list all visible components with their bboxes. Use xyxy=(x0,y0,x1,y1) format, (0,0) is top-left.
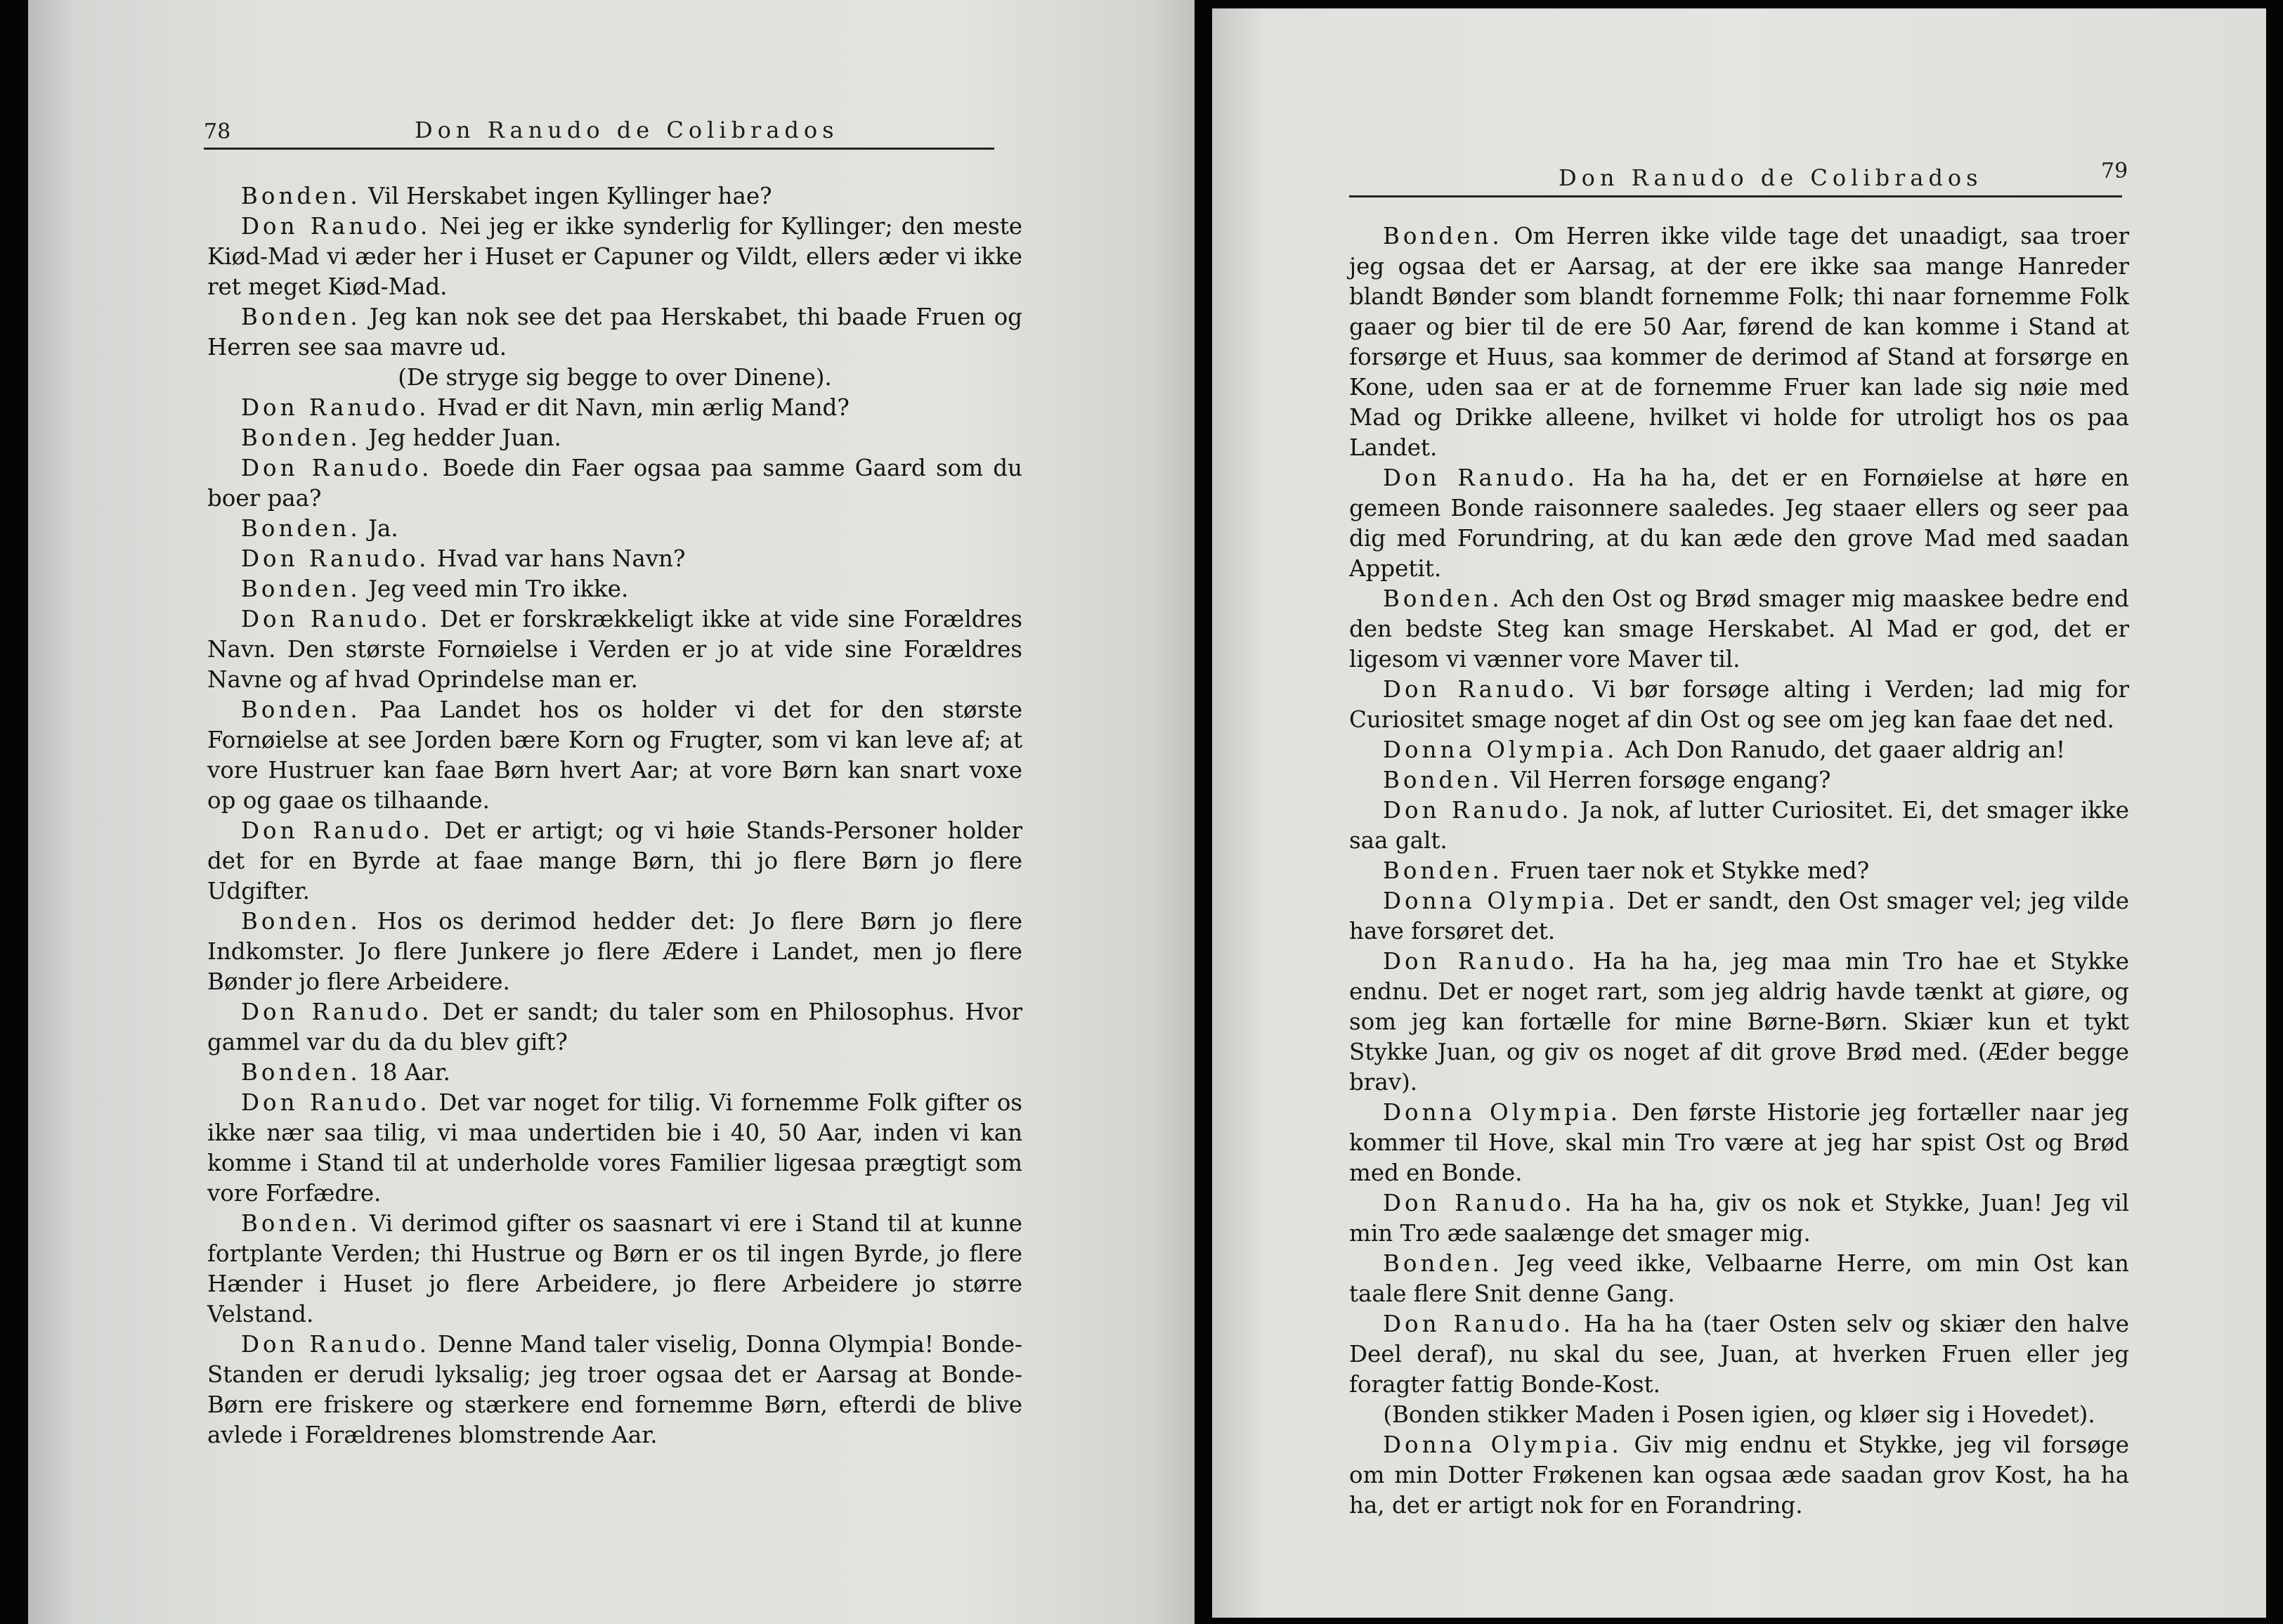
dialogue-paragraph xyxy=(207,423,1022,453)
speaker-name: Don Ranudo. xyxy=(1383,948,1579,975)
dialogue-paragraph xyxy=(1349,735,2129,765)
speaker-name: Don Ranudo. xyxy=(1383,1311,1574,1337)
dialogue-text: Jeg kan nok see det paa Herskabet, thi baade Fruen og Herren see saa mavre ud. xyxy=(207,304,1022,360)
speaker-name: Bonden. xyxy=(241,424,361,451)
header-rule xyxy=(1349,195,2122,197)
dialogue-text: Ja. xyxy=(360,515,398,542)
speaker-name: Donna Olympia. xyxy=(1383,1431,1622,1458)
dialogue-text: Nei jeg er ikke synderlig for Kyllinger; den meste Kiød-Mad vi æder her i Huset er Capuner og Vildt, ellers æder vi ikke ret meget Kiød-Mad. xyxy=(207,213,1022,300)
speaker-name: Bonden. xyxy=(1383,1250,1503,1277)
dialogue-text: Det er sandt; du taler som en Philosophus. Hvor gammel var du da du blev gift? xyxy=(207,999,1022,1055)
dialogue-paragraph xyxy=(1349,1098,2129,1188)
speaker-name: Bonden. xyxy=(241,1059,361,1086)
speaker-name: Bonden. xyxy=(241,183,361,209)
running-head: Don Ranudo de Colibrados xyxy=(415,117,839,143)
dialogue-paragraph xyxy=(1349,947,2129,1098)
dialogue-text: Boede din Faer ogsaa paa samme Gaard som du boer paa? xyxy=(207,455,1022,512)
dialogue-text: Det er sandt, den Ost smager vel; jeg vilde have forsøret det. xyxy=(1349,888,2129,944)
dialogue-paragraph xyxy=(207,604,1022,695)
dialogue-paragraph xyxy=(207,544,1022,574)
speaker-name: Don Ranudo. xyxy=(241,213,431,240)
dialogue-text: Hvad er dit Navn, min ærlig Mand? xyxy=(429,394,850,421)
speaker-name: Don Ranudo. xyxy=(241,455,433,481)
speaker-name: Don Ranudo. xyxy=(241,1089,431,1116)
speaker-name: Don Ranudo. xyxy=(241,545,430,572)
dialogue-paragraph xyxy=(1349,463,2129,584)
dialogue-text: Den første Historie jeg fortæller naar jeg kommer til Hove, skal min Tro være at jeg har spist Ost og Brød med en Bonde. xyxy=(1349,1099,2129,1186)
dialogue-paragraph xyxy=(1349,1188,2129,1249)
dialogue-text: Vi derimod gifter os saasnart vi ere i Stand til at kunne fortplante Verden; thi Hustrue og Børn er os til ingen Byrde, jo flere Hænder i Huset jo flere Arbeidere, jo flere Arbeidere jo større Velstand. xyxy=(207,1210,1022,1327)
speaker-name: Bonden. xyxy=(1383,223,1503,249)
dialogue-paragraph xyxy=(207,212,1022,302)
dialogue-paragraph xyxy=(207,453,1022,514)
page-number: 79 xyxy=(2101,159,2128,183)
dialogue-text: Denne Mand taler viselig, Donna Olympia! Bonde-Standen er derudi lyksalig; jeg troer ogsaa det er Aarsag at Bonde-Børn ere friskere og stærkere end fornemme Børn, efterdi de blive avlede i Forældrenes blomstrende Aar. xyxy=(207,1331,1022,1448)
dialogue-paragraph xyxy=(207,574,1022,604)
speaker-name: Don Ranudo. xyxy=(241,606,431,632)
header-rule xyxy=(204,148,994,150)
left-page xyxy=(28,0,1195,1624)
dialogue-paragraph xyxy=(1349,1249,2129,1309)
stage-direction xyxy=(1349,1400,2129,1430)
right-page xyxy=(1212,8,2266,1618)
dialogue-paragraph xyxy=(207,514,1022,544)
dialogue-text: Det var noget for tilig. Vi fornemme Folk gifter os ikke nær saa tilig, vi maa undertiden bie i 40, 50 Aar, inden vi kan komme i Stand til at underholde vores Familier ligesaa prægtigt som vore Forfædre. xyxy=(207,1089,1022,1207)
speaker-name: Bonden. xyxy=(1383,857,1503,884)
dialogue-paragraph xyxy=(207,1058,1022,1088)
dialogue-text: Ha ha ha (taer Osten selv og skiær den halve Deel deraf), nu skal du see, Juan, at hverken Fruen eller jeg foragter fattig Bonde-Kost. xyxy=(1349,1311,2129,1398)
speaker-name: Bonden. xyxy=(241,515,361,542)
dialogue-paragraph xyxy=(1349,886,2129,947)
dialogue-text: Hos os derimod hedder det: Jo flere Børn jo flere Indkomster. Jo flere Junkere jo flere Ædere i Landet, men jo flere Bønder jo flere Arbeidere. xyxy=(207,908,1022,995)
dialogue-text: Ha ha ha, jeg maa min Tro hae et Stykke endnu. Det er noget rart, som jeg aldrig havde tænkt at giøre, og som jeg kan fortælle for mine Børne-Børn. Skiær kun et tykt Stykke Juan, og giv os noget af dit grove Brød med. (Æder begge brav). xyxy=(1349,948,2129,1096)
dialogue-text: Jeg veed min Tro ikke. xyxy=(360,576,629,602)
dialogue-text: (De stryge sig begge to over Dinene). xyxy=(398,364,832,391)
dialogue-text: Giv mig endnu et Stykke, jeg vil forsøge om min Dotter Frøkenen kan ogsaa æde saadan grov Kost, ha ha ha, det er artigt nok for en Forandring. xyxy=(1349,1431,2129,1519)
dialogue-paragraph xyxy=(1349,765,2129,795)
dialogue-text: Jeg hedder Juan. xyxy=(360,424,561,451)
speaker-name: Don Ranudo. xyxy=(1383,797,1573,824)
dialogue-text: Ha ha ha, giv os nok et Stykke, Juan! Jeg vil min Tro æde saalænge det smager mig. xyxy=(1349,1190,2129,1247)
dialogue-text: Vil Herren forsøge engang? xyxy=(1502,767,1831,793)
dialogue-paragraph xyxy=(207,302,1022,363)
dialogue-paragraph xyxy=(207,393,1022,423)
dialogue-paragraph xyxy=(1349,856,2129,886)
dialogue-text: Om Herren ikke vilde tage det unaadigt, saa troer jeg ogsaa det er Aarsag, at der ere ikke saa mange Hanreder blandt Bønder som blandt fornemme Folk; thi naar fornemme Folk gaaer og bier til de ere 50 Aar, førend de kan komme i Stand at forsørge et Huus, saa kommer de derimod af Stand at forsørge en Kone, uden saa er at de fornemme Fruer kan lade sig nøie med Mad og Drikke alleene, hvilket vi holde for utroligt hos os paa Landet. xyxy=(1349,223,2129,461)
dialogue-text: Ja nok, af lutter Curiositet. Ei, det smager ikke saa galt. xyxy=(1349,797,2129,854)
dialogue-text: (Bonden stikker Maden i Posen igien, og kløer sig i Hovedet). xyxy=(1383,1401,2095,1428)
speaker-name: Don Ranudo. xyxy=(241,999,433,1025)
speaker-name: Bonden. xyxy=(241,908,361,935)
dialogue-paragraph xyxy=(207,1088,1022,1209)
speaker-name: Don Ranudo. xyxy=(1383,1190,1575,1216)
dialogue-text: Vi bør forsøge alting i Verden; lad mig for Curiositet smage noget af din Ost og see om jeg kan faae det ned. xyxy=(1349,676,2129,733)
dialogue-paragraph xyxy=(207,816,1022,907)
running-head: Don Ranudo de Colibrados xyxy=(1559,164,1983,191)
dialogue-text: Hvad var hans Navn? xyxy=(429,545,686,572)
dialogue-paragraph xyxy=(207,1330,1022,1450)
speaker-name: Bonden. xyxy=(1383,585,1503,612)
speaker-name: Donna Olympia. xyxy=(1383,888,1619,914)
speaker-name: Bonden. xyxy=(1383,767,1503,793)
speaker-name: Donna Olympia. xyxy=(1383,736,1618,763)
dialogue-paragraph xyxy=(1349,584,2129,675)
dialogue-paragraph xyxy=(207,695,1022,816)
dialogue-text: Paa Landet hos os holder vi det for den største Fornøielse at see Jorden bære Korn og Frugter, som vi kan leve af; at vore Hustruer kan faae Børn hvert Aar; at vore Børn kan snart voxe op og gaae os tilhaande. xyxy=(207,696,1022,814)
speaker-name: Don Ranudo. xyxy=(241,817,434,844)
dialogue-text: Det er artigt; og vi høie Stands-Personer holder det for en Byrde at faae mange Børn, thi jo flere Børn jo flere Udgifter. xyxy=(207,817,1022,904)
speaker-name: Bonden. xyxy=(241,696,361,723)
dialogue-text: Jeg veed ikke, Velbaarne Herre, om min Ost kan taale flere Snit denne Gang. xyxy=(1349,1250,2129,1307)
page-number: 78 xyxy=(204,119,231,144)
dialogue-paragraph xyxy=(207,181,1022,212)
dialogue-text: Det er forskrækkeligt ikke at vide sine Forældres Navn. Den største Fornøielse i Verden er jo at vide sine Forældres Navne og af hvad Oprindelse man er. xyxy=(207,606,1022,693)
speaker-name: Don Ranudo. xyxy=(241,1331,430,1358)
dialogue-paragraph xyxy=(1349,1309,2129,1400)
dialogue-text: 18 Aar. xyxy=(360,1059,450,1086)
dialogue-paragraph xyxy=(1349,1430,2129,1521)
dialogue-text: Fruen taer nok et Stykke med? xyxy=(1502,857,1870,884)
dialogue-text: Ha ha ha, det er en Fornøielse at høre en gemeen Bonde raisonnere saaledes. Jeg staaer ellers og seer paa dig med Forundring, at du kan æde den grove Mad med saadan Appetit. xyxy=(1349,465,2129,582)
page-text xyxy=(207,181,1022,1450)
speaker-name: Bonden. xyxy=(241,1210,361,1237)
speaker-name: Don Ranudo. xyxy=(241,394,430,421)
speaker-name: Don Ranudo. xyxy=(1383,465,1578,491)
speaker-name: Don Ranudo. xyxy=(1383,676,1579,703)
dialogue-paragraph xyxy=(207,997,1022,1058)
dialogue-paragraph xyxy=(1349,795,2129,856)
speaker-name: Donna Olympia. xyxy=(1383,1099,1622,1126)
dialogue-text: Ach Don Ranudo, det gaaer aldrig an! xyxy=(1618,736,2066,763)
speaker-name: Bonden. xyxy=(241,304,361,330)
dialogue-paragraph xyxy=(207,907,1022,997)
dialogue-text: Vil Herskabet ingen Kyllinger hae? xyxy=(360,183,772,209)
dialogue-paragraph xyxy=(207,1209,1022,1330)
page-text xyxy=(1349,221,2129,1521)
dialogue-paragraph xyxy=(1349,675,2129,735)
speaker-name: Bonden. xyxy=(241,576,361,602)
dialogue-paragraph xyxy=(1349,221,2129,463)
dialogue-text: Ach den Ost og Brød smager mig maaskee bedre end den bedste Steg kan smage Herskabet. Al Mad er god, det er ligesom vi vænner vore Maver til. xyxy=(1349,585,2129,673)
stage-direction xyxy=(207,363,1022,393)
